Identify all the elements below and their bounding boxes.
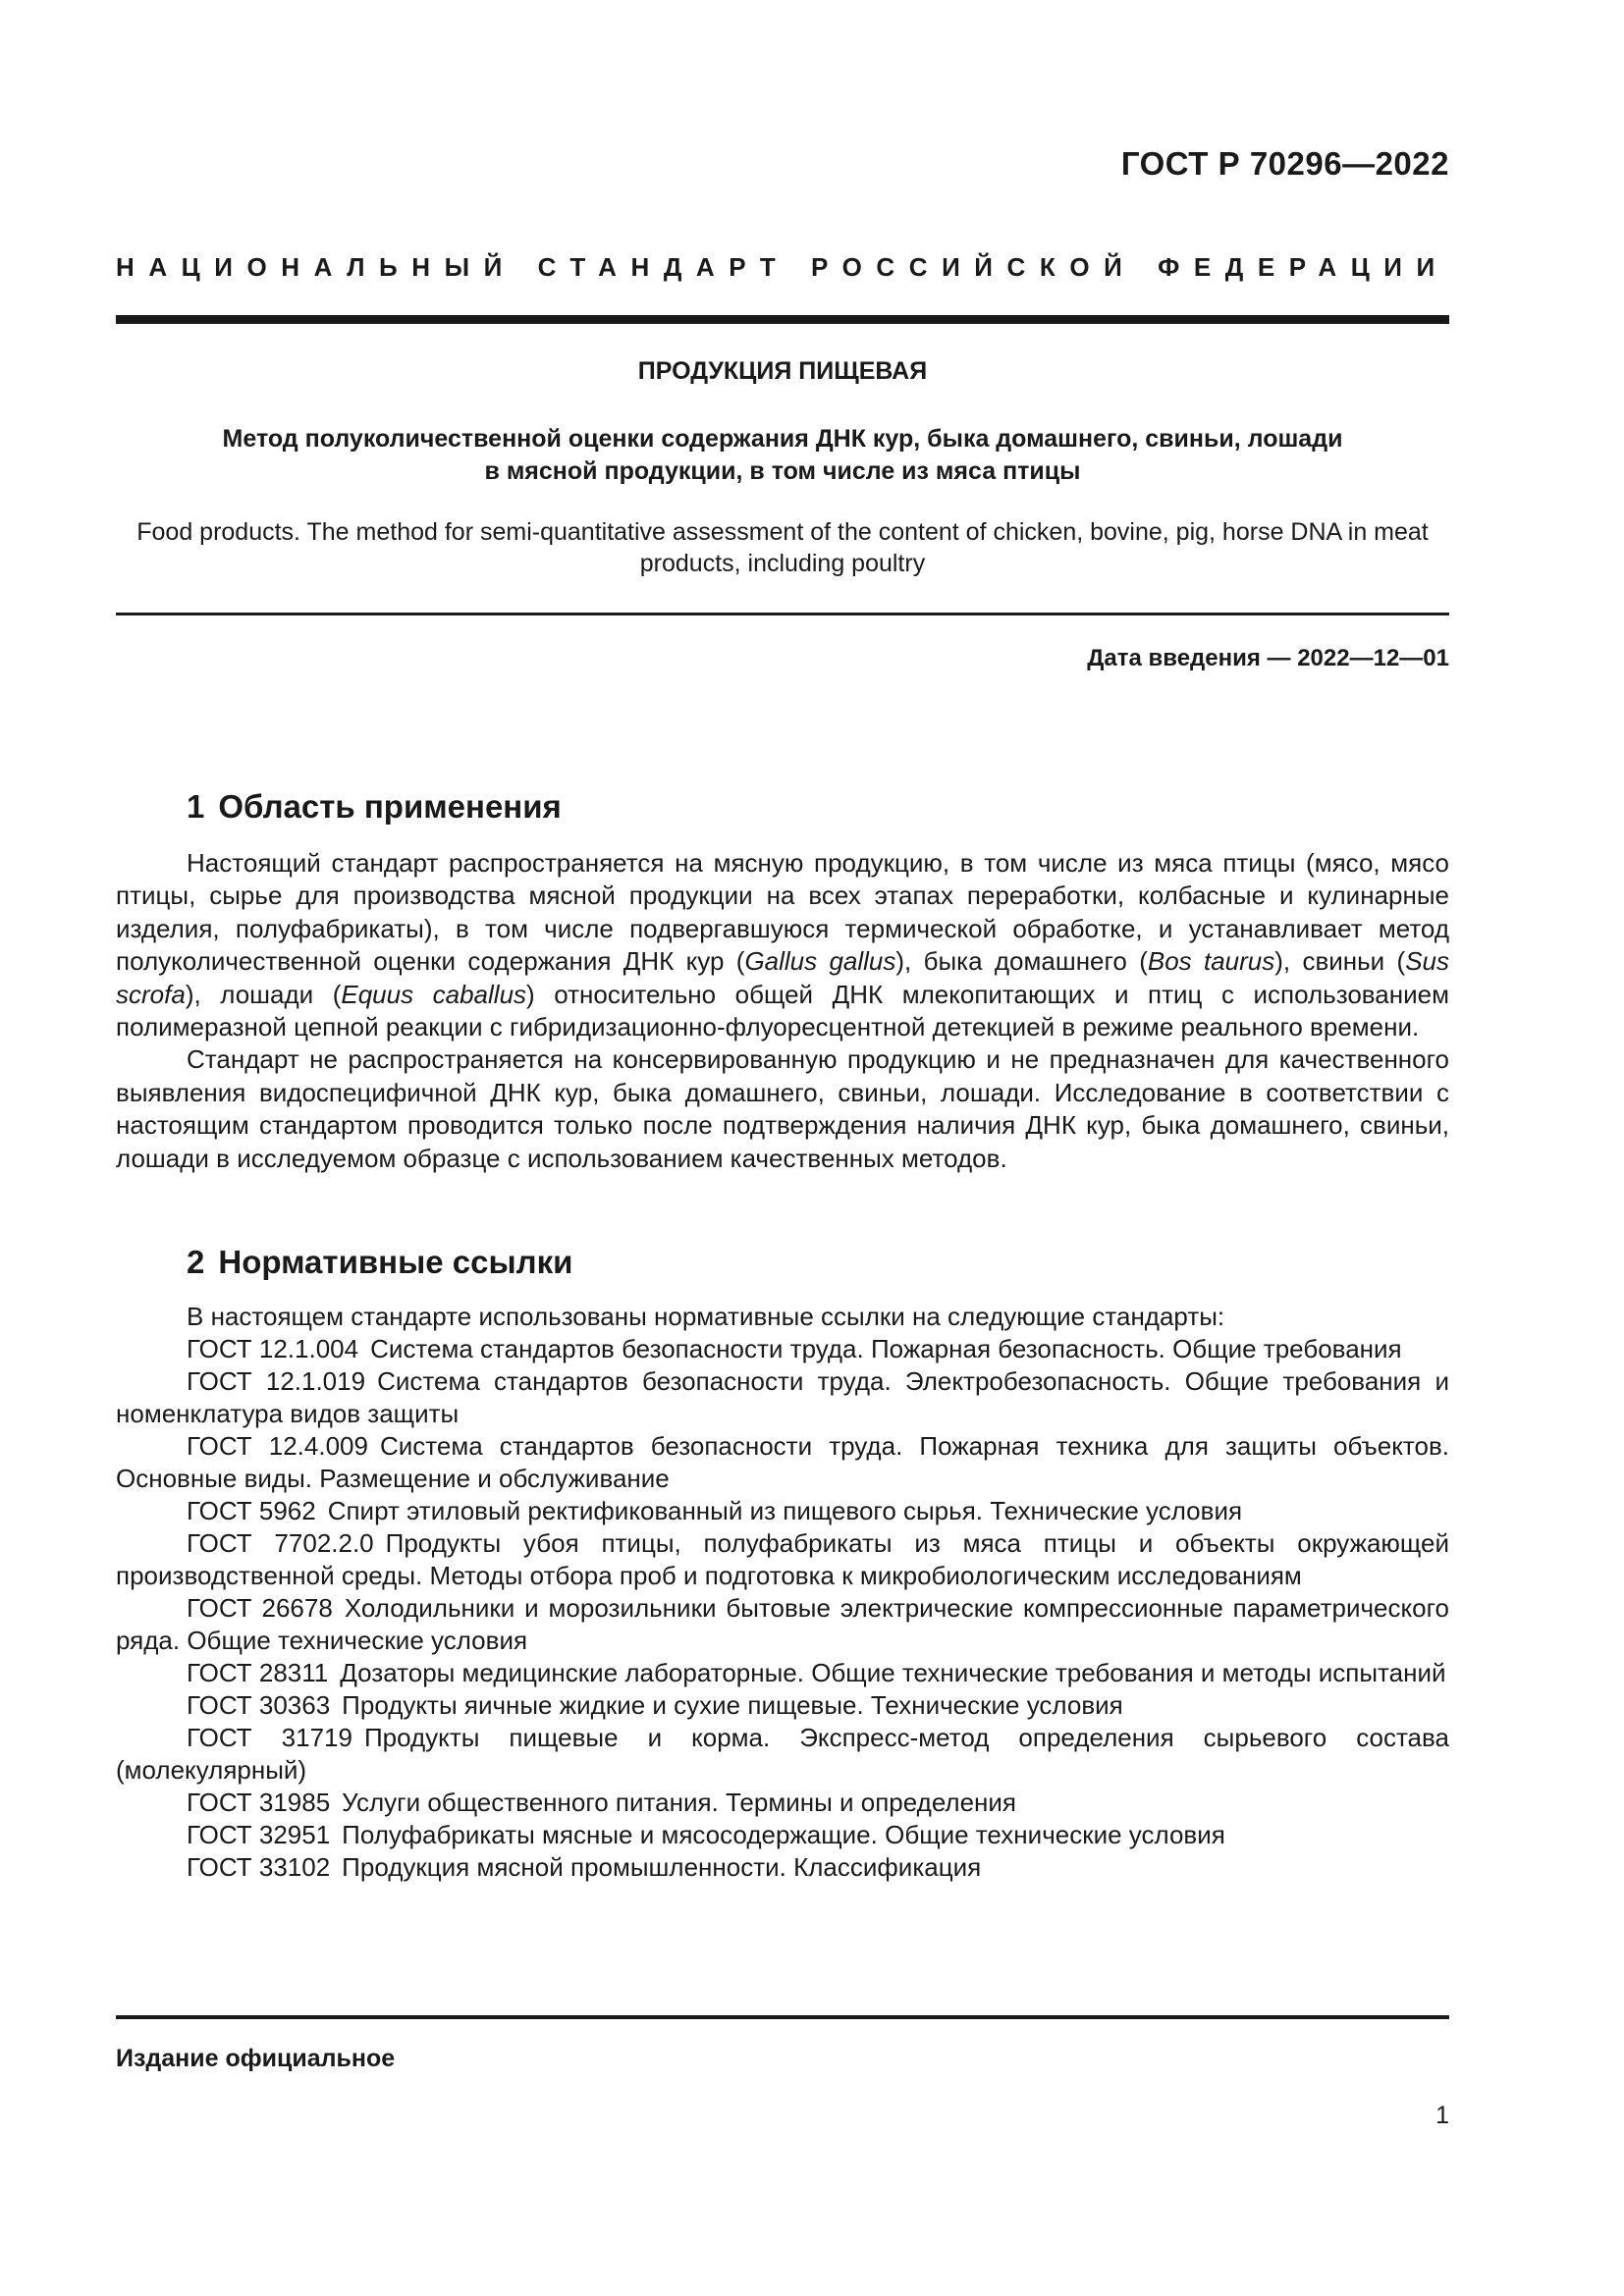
header-rule [116, 315, 1449, 324]
reference-code: ГОСТ 28311 [187, 1658, 329, 1687]
reference-title: Продукты яичные жидкие и сухие пищевые. Технические условия [342, 1690, 1123, 1720]
english-title [116, 516, 1449, 579]
reference-code: ГОСТ 30363 [187, 1690, 331, 1720]
document-title: ПРОДУКЦИЯ ПИЩЕВАЯ [637, 357, 928, 385]
species-gallus: Gallus gallus [744, 946, 896, 977]
reference-title: Система стандартов безопасности труда. Пожарная техника для защиты объектов. Основные виды. Размещение и обслуживание [116, 1431, 1449, 1493]
subtitle-line-2: в мясной продукции, в том числе из мяса птицы [484, 457, 1081, 485]
section-1-number: 1 [187, 788, 205, 825]
reference-title: Дозаторы медицинские лабораторные. Общие технические требования и методы испытаний [340, 1658, 1446, 1687]
reference-item [116, 1430, 1449, 1495]
subtitle-line-1: Метод полуколичественной оценки содержания ДНК кур, быка домашнего, свиньи, лошади [222, 425, 1343, 453]
reference-code: ГОСТ 33102 [187, 1852, 331, 1882]
p1-text-a: Настоящий стандарт распространяется на мясную продукцию, в том числе из мяса птицы (мясо, мясо птицы, сырье для производства мясной продукции на всех этапах переработки, колбасные и кулинарные изделия, полуфабрикаты), в том числе подвергавшуюся термической обработке, и устанавливает метод полуколичественной оценки содержания ДНК кур ( [116, 848, 1449, 977]
species-bos: Bos taurus [1147, 946, 1275, 977]
reference-code: ГОСТ 26678 [187, 1593, 333, 1623]
species-sus: Sus scrofa [116, 946, 1449, 1009]
reference-item [116, 1787, 1449, 1819]
reference-code: ГОСТ 31719 [187, 1723, 352, 1752]
reference-title: Система стандартов безопасности труда. Пожарная безопасность. Общие требования [370, 1334, 1402, 1363]
reference-item [116, 1495, 1449, 1527]
normative-references-list [116, 1301, 1449, 1884]
reference-title: Система стандартов безопасности труда. Электробезопасность. Общие требования и номенклатура видов защиты [116, 1366, 1449, 1428]
section-1-body [116, 847, 1449, 1175]
p1-text-e: ) относительно общей ДНК млекопитающих и птиц с использованием полимеразной цепной реакции с гибридизационно-флуоресцентной детекцией в режиме реального времени. [116, 979, 1449, 1042]
reference-title: Услуги общественного питания. Термины и определения [342, 1788, 1017, 1817]
p1-text-b: ), быка домашнего ( [895, 946, 1148, 977]
reference-item [116, 1819, 1449, 1851]
english-title-line-1: Food products. The method for semi-quantitative assessment of the content of chicken, bovine, pig, horse DNA in meat [136, 518, 1429, 546]
reference-code: ГОСТ 32951 [187, 1820, 331, 1849]
reference-code: ГОСТ 5962 [187, 1496, 316, 1525]
p1-text-d: ), лошади ( [185, 979, 342, 1009]
section-1-title: Область применения [218, 788, 562, 825]
reference-item [116, 1689, 1449, 1722]
page-number: 1 [1435, 2102, 1449, 2129]
section-1-paragraph-1 [116, 847, 1449, 1043]
title-rule [116, 613, 1449, 615]
national-standard-heading: НАЦИОНАЛЬНЫЙ СТАНДАРТ РОССИЙСКОЙ ФЕДЕРАЦИИ [116, 252, 1449, 282]
introduction-date: Дата введения — 2022—12—01 [1087, 645, 1449, 671]
species-equus: Equus caballus [341, 979, 527, 1009]
reference-title: Продукция мясной промышленности. Классификация [342, 1852, 982, 1882]
english-title-line-2: products, including poultry [639, 550, 926, 577]
reference-code: ГОСТ 12.4.009 [187, 1431, 368, 1461]
official-edition-label: Издание официальное [116, 2045, 396, 2072]
reference-code: ГОСТ 12.1.019 [187, 1366, 366, 1396]
reference-code: ГОСТ 12.1.004 [187, 1334, 359, 1363]
reference-item [116, 1722, 1449, 1787]
reference-title: Продукты пищевые и корма. Экспресс-метод определения сырьевого состава (молекулярный) [116, 1723, 1449, 1785]
reference-item [116, 1592, 1449, 1657]
standard-code: ГОСТ Р 70296—2022 [1120, 145, 1449, 182]
reference-code: ГОСТ 7702.2.0 [187, 1528, 374, 1558]
section-1-paragraph-2: Стандарт не распространяется на консервированную продукцию и не предназначен для качественного выявления видоспецифичной ДНК кур, быка домашнего, свиньи, лошади. Исследование в соответствии с настоящим стандартом проводится только после подтверждения наличия ДНК кур, быка домашнего, свиньи, лошади в исследуемом образце с использованием качественных методов. [116, 1044, 1449, 1173]
section-2-number: 2 [187, 1244, 205, 1280]
section-2-title: Нормативные ссылки [218, 1244, 573, 1280]
reference-item [116, 1333, 1449, 1365]
document-subtitle [116, 423, 1449, 488]
reference-title: Полуфабрикаты мясные и мясосодержащие. Общие технические условия [342, 1820, 1225, 1849]
reference-item [116, 1365, 1449, 1430]
reference-title: Спирт этиловый ректификованный из пищевого сырья. Технические условия [327, 1496, 1243, 1525]
p1-text-c: ), свиньи ( [1274, 946, 1406, 977]
section-2-heading [187, 1244, 572, 1281]
footer-rule [116, 2015, 1449, 2019]
section-1-heading [187, 788, 562, 826]
reference-item [116, 1527, 1449, 1592]
reference-item [116, 1851, 1449, 1884]
reference-title: Продукты убоя птицы, полуфабрикаты из мяса птицы и объекты окружающей производственной среды. Методы отбора проб и подготовка к микробиологическим исследованиям [116, 1528, 1450, 1590]
references-intro: В настоящем стандарте использованы нормативные ссылки на следующие стандарты: [187, 1302, 1225, 1331]
reference-code: ГОСТ 31985 [187, 1788, 331, 1817]
reference-title: Холодильники и морозильники бытовые электрические компрессионные параметрического ряда. Общие технические условия [116, 1593, 1449, 1655]
reference-item [116, 1657, 1449, 1689]
